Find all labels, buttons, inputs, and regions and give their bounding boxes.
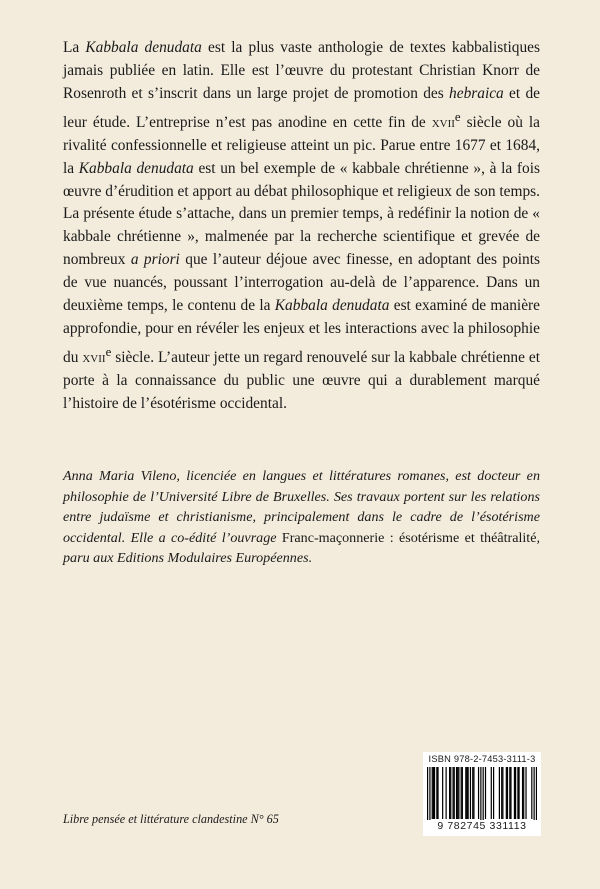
- barcode-bar: [433, 767, 434, 819]
- barcode-bar: [491, 767, 492, 819]
- barcode-bar: [470, 767, 471, 819]
- barcode-bar: [507, 767, 508, 819]
- summary-text: et de leur étude. L’entreprise n’est pas anodine en cette fin de: [63, 84, 540, 131]
- barcode-bar: [472, 767, 473, 819]
- barcode-bar: [522, 767, 523, 819]
- barcode-bar: [480, 767, 481, 827]
- barcode-bar: [515, 767, 516, 819]
- barcode-bar: [483, 767, 484, 827]
- barcode-bar: [493, 767, 494, 819]
- summary-text: que l’auteur déjoue avec finesse, en adoptant des points de vue nuancés, poussant l’interrogation au-delà de l’apparence. Dans un deuxième temps, le contenu de la: [63, 251, 540, 315]
- century-numeral: xvii: [82, 349, 106, 367]
- summary-title-italic: Kabbala denudata: [78, 159, 194, 177]
- century-numeral: xvii: [431, 113, 455, 131]
- barcode-bar: [437, 767, 438, 819]
- barcode-bar: [461, 767, 462, 819]
- barcode-bar: [531, 767, 532, 819]
- bio-book-title: Franc-maçonnerie : ésotérisme et théâtralité: [281, 529, 537, 546]
- barcode: [423, 752, 541, 836]
- summary-italic: a priori: [130, 251, 180, 269]
- summary-italic: hebraica: [449, 84, 504, 102]
- barcode-bar: [499, 767, 500, 819]
- barcode-bar: [442, 767, 443, 819]
- book-summary: [63, 37, 540, 416]
- century-superscript: e: [105, 344, 112, 359]
- barcode-bar: [506, 767, 507, 819]
- author-bio: [63, 466, 540, 569]
- barcode-bar: [468, 767, 469, 819]
- barcode-bar: [449, 767, 450, 819]
- barcode-bar: [473, 767, 474, 819]
- summary-text: est un bel exemple de « kabbale chrétienne », à la fois œuvre d’érudition et apport au débat philosophique et religieux de son temps. La présente étude s’attache, dans un premier temps, à redéfinir la notion de « kabbale chrétienne », malmenée par la recherche scientifique et grevée de nombreux: [63, 159, 540, 269]
- summary-text: siècle. L’auteur jette un regard renouvelé sur la kabbale chrétienne et porte à la connaissance du public une œuvre qui a durablement marqué l’histoire de l’ésotérisme occidental.: [63, 349, 540, 412]
- barcode-bar: [436, 767, 437, 819]
- barcode-bar: [432, 767, 433, 819]
- barcode-bar: [478, 767, 479, 819]
- summary-paragraph: [63, 37, 540, 416]
- barcode-bar: [450, 767, 451, 819]
- barcode-bar: [456, 767, 457, 819]
- barcode-bar: [452, 767, 453, 819]
- barcode-bar: [458, 767, 459, 819]
- barcode-bar: [466, 767, 467, 819]
- summary-text: La: [63, 39, 86, 56]
- barcode-bar: [462, 767, 463, 819]
- barcode-bar: [510, 767, 511, 819]
- barcode-bar: [517, 767, 518, 819]
- barcode-bar: [485, 767, 486, 819]
- barcode-bar: [434, 767, 435, 819]
- bio-paragraph: [63, 466, 540, 569]
- barcode-bar: [501, 767, 502, 819]
- summary-text: est examiné de manière approfondie, pour en révéler les enjeux et les interactions avec la philosophie du: [63, 297, 540, 367]
- century-superscript: e: [454, 109, 461, 124]
- barcode-bar: [502, 767, 503, 819]
- barcode-bar: [525, 767, 526, 819]
- barcode-bar: [454, 767, 455, 819]
- barcode-bar: [518, 767, 519, 819]
- summary-text: est la plus vaste anthologie de textes kabbalistiques jamais publiée en latin. Elle est l’œuvre du protestant Christian Knorr de Rosenroth et s’inscrit dans un large projet de promotion des: [63, 39, 540, 102]
- series-label: Libre pensée et littérature clandestine N° 65: [63, 812, 279, 826]
- barcode-bar: [457, 767, 458, 819]
- barcode-bar: [514, 767, 515, 819]
- barcode-bar: [509, 767, 510, 819]
- isbn-label: ISBN 978-2-7453-3111-3: [428, 754, 536, 764]
- summary-text: siècle où la rivalité confessionnelle et religieuse atteint un pic. Parue entre 1677 et 1684, la: [63, 113, 540, 177]
- summary-title-italic: Kabbala denudata: [85, 39, 202, 56]
- barcode-bar: [429, 767, 430, 827]
- barcode-bar: [534, 767, 535, 827]
- barcode-bar: [523, 767, 524, 819]
- bio-text: , paru aux Editions Modulaires Européennes.: [63, 529, 540, 567]
- barcode-bar: [536, 767, 537, 827]
- barcode-bar: [465, 767, 466, 819]
- barcode-bar: [446, 767, 447, 819]
- summary-title-italic: Kabbala denudata: [274, 297, 390, 315]
- bio-text: Anna Maria Vileno, licenciée en langues et littératures romanes, est docteur en philosophie de l’Université Libre de Bruxelles. Ses travaux portent sur les relations entre judaïsme et christianisme, principalement dans le cadre de l’ésotérisme occidental. Elle a co-édité l’ouvrage: [63, 468, 540, 546]
- ean-digits: 9 782745 331113: [423, 820, 541, 832]
- barcode-bar: [427, 767, 428, 827]
